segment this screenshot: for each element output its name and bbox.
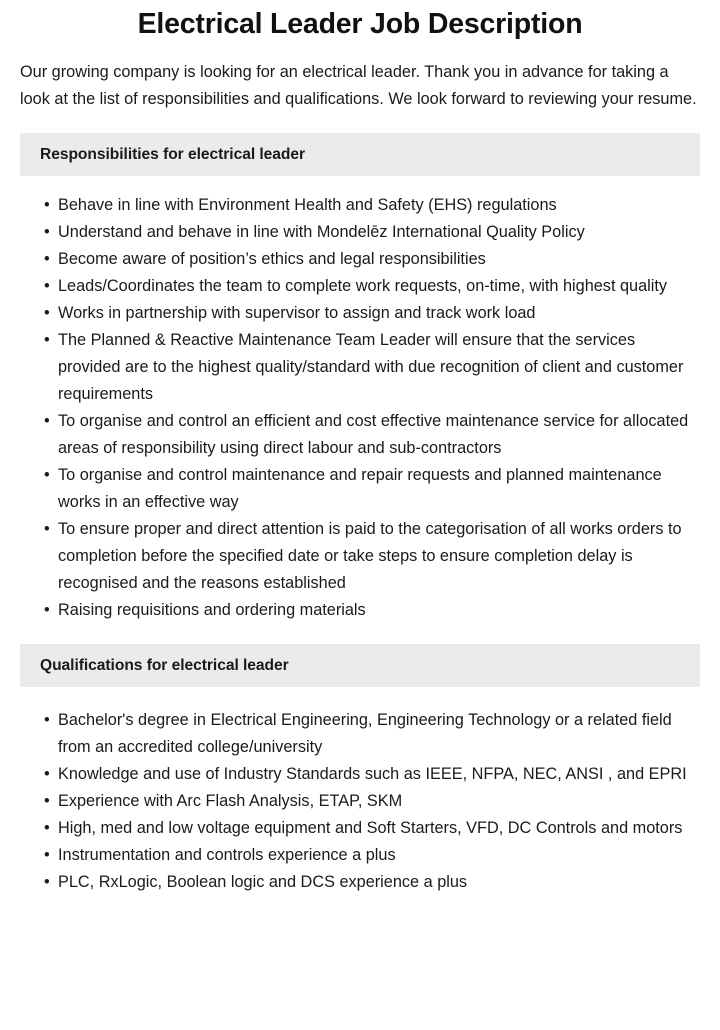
list-item [44,788,700,815]
list-item [44,219,700,246]
list-item [44,327,700,408]
list-item [44,707,700,761]
qualifications-heading: Qualifications for electrical leader [40,656,289,674]
list-item [44,597,700,624]
list-item-text: Instrumentation and controls experience a plus [58,846,396,864]
list-item [44,300,700,327]
bullet-marker-icon: • [44,520,50,538]
list-item [44,246,700,273]
list-item-text: PLC, RxLogic, Boolean logic and DCS experience a plus [58,873,468,891]
bullet-marker-icon: • [44,304,50,322]
list-item-text: Bachelor's degree in Electrical Engineering, Engineering Technology or a related field from an accredited college/university [58,711,672,756]
list-item [44,462,700,516]
list-item-text: Experience with Arc Flash Analysis, ETAP, SKM [58,792,403,810]
bullet-marker-icon: • [44,223,50,241]
bullet-marker-icon: • [44,466,50,484]
bullet-marker-icon: • [44,765,50,783]
list-item [44,761,700,788]
list-item-text: Raising requisitions and ordering materials [58,601,366,619]
bullet-marker-icon: • [44,792,50,810]
list-item-text: Understand and behave in line with Mondelēz International Quality Policy [58,223,585,241]
list-item [44,408,700,462]
list-item-text: Leads/Coordinates the team to complete work requests, on-time, with highest quality [58,277,668,295]
bullet-marker-icon: • [44,277,50,295]
bullet-marker-icon: • [44,601,50,619]
list-item-text: High, med and low voltage equipment and Soft Starters, VFD, DC Controls and motors [58,819,683,837]
responsibilities-heading: Responsibilities for electrical leader [40,145,306,163]
list-item-text: To organise and control maintenance and repair requests and planned maintenance works in an effective way [58,466,662,511]
list-item [44,192,700,219]
responsibilities-section-header [20,133,700,176]
list-item [44,842,700,869]
list-item-text: To organise and control an efficient and cost effective maintenance service for allocated areas of responsibility using direct labour and sub-contractors [58,412,689,457]
qualifications-section-header [20,644,700,687]
list-item [44,869,700,896]
bullet-marker-icon: • [44,250,50,268]
list-item [44,516,700,597]
page-title: Electrical Leader Job Description [137,8,583,40]
list-item [44,273,700,300]
bullet-marker-icon: • [44,819,50,837]
qualifications-list [0,687,720,896]
list-item-text: Knowledge and use of Industry Standards such as IEEE, NFPA, NEC, ANSI , and EPRI [58,765,687,783]
bullet-marker-icon: • [44,873,50,891]
responsibilities-list [0,176,720,624]
bullet-marker-icon: • [44,196,50,214]
intro-paragraph: Our growing company is looking for an electrical leader. Thank you in advance for taking a look at the list of responsibilities and qualifications. We look forward to reviewing your resume. [20,63,697,108]
list-item [44,815,700,842]
list-item-text: To ensure proper and direct attention is paid to the categorisation of all works orders to completion before the specified date or take steps to ensure completion delay is recognised and the reasons established [58,520,682,592]
bullet-marker-icon: • [44,711,50,729]
list-item-text: Become aware of position’s ethics and legal responsibilities [58,250,486,268]
bullet-marker-icon: • [44,412,50,430]
list-item-text: Behave in line with Environment Health and Safety (EHS) regulations [58,196,557,214]
bullet-marker-icon: • [44,846,50,864]
bullet-marker-icon: • [44,331,50,349]
list-item-text: Works in partnership with supervisor to assign and track work load [58,304,536,322]
list-item-text: The Planned & Reactive Maintenance Team Leader will ensure that the services provided are to the highest quality/standard with due recognition of client and customer requirements [58,331,684,403]
